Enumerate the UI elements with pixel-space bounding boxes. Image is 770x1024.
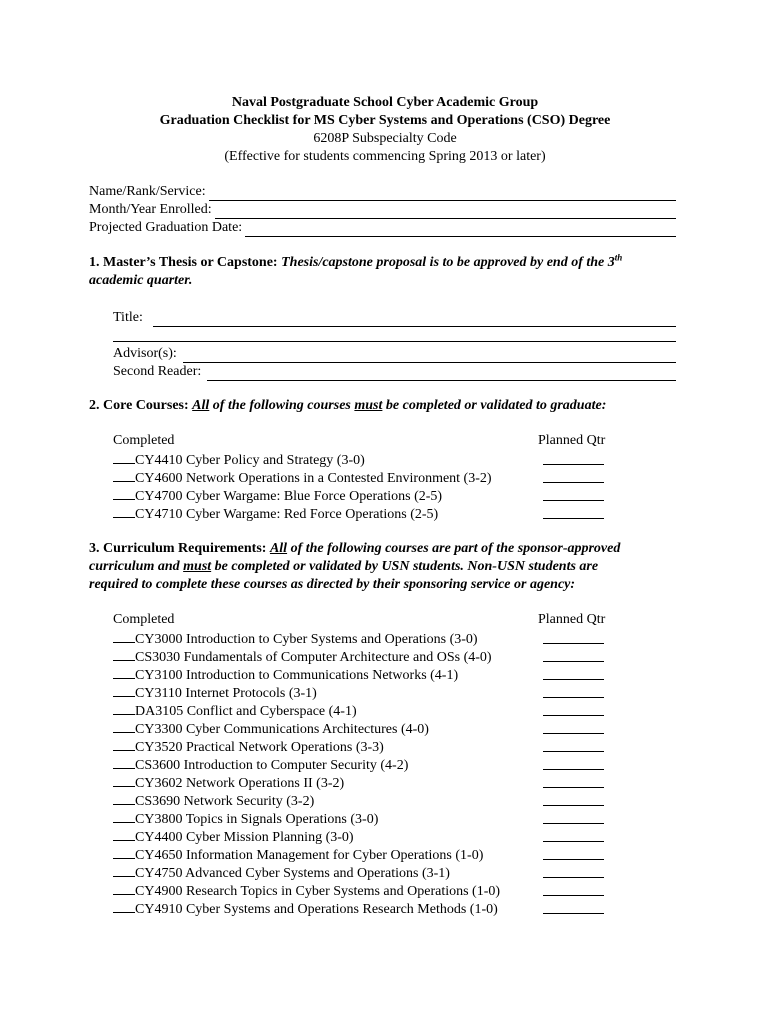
course-row: [113, 773, 613, 791]
enrolled-line[interactable]: [215, 204, 676, 219]
planned-qtr-line[interactable]: [543, 469, 604, 483]
course-row: [113, 665, 613, 683]
course-label: CY3000 Introduction to Cyber Systems and Operations (3-0): [135, 632, 478, 647]
planned-qtr-line[interactable]: [543, 505, 604, 519]
second-reader-line[interactable]: [207, 366, 676, 381]
completed-checkbox-line[interactable]: [113, 791, 135, 805]
course-label: CY3110 Internet Protocols (3-1): [135, 686, 317, 701]
course-row: [113, 827, 613, 845]
planned-qtr-line[interactable]: [543, 738, 604, 752]
course-label: CY3602 Network Operations II (3-2): [135, 776, 345, 791]
planned-qtr-line[interactable]: [543, 702, 604, 716]
completed-checkbox-line[interactable]: [113, 827, 135, 841]
completed-checkbox-line[interactable]: [113, 809, 135, 823]
planned-qtr-line[interactable]: [543, 900, 604, 914]
section1-note: Thesis/capstone proposal is to be approved by end of the 3th: [281, 252, 623, 270]
effective-note: (Effective for students commencing Spring 2013 or later): [224, 149, 546, 164]
planned-qtr-line[interactable]: [543, 882, 604, 896]
planned-qtr-line[interactable]: [543, 828, 604, 842]
course-label: CY4750 Advanced Cyber Systems and Operations (3-1): [135, 866, 450, 881]
advisor-line[interactable]: [183, 348, 676, 363]
section3-title: 3. Curriculum Requirements:: [89, 541, 267, 556]
completed-checkbox-line[interactable]: [113, 701, 135, 715]
course-row: [113, 845, 613, 863]
planned-qtr-line[interactable]: [543, 864, 604, 878]
course-label: CY3100 Introduction to Communications Networks (4-1): [135, 668, 459, 683]
planned-qtr-line[interactable]: [543, 630, 604, 644]
completed-checkbox-line[interactable]: [113, 899, 135, 913]
second-reader-field[interactable]: [113, 363, 676, 381]
planned-qtr-line[interactable]: [543, 666, 604, 680]
section2-completed-header: Completed: [113, 433, 175, 448]
completed-checkbox-line[interactable]: [113, 881, 135, 895]
course-row: [113, 486, 613, 504]
section3-planned-header: Planned Qtr: [538, 612, 606, 627]
institution-title: Naval Postgraduate School Cyber Academic Group: [231, 95, 539, 110]
planned-qtr-line[interactable]: [543, 774, 604, 788]
completed-checkbox-line[interactable]: [113, 719, 135, 733]
course-row: [113, 647, 613, 665]
completed-checkbox-line[interactable]: [113, 665, 135, 679]
advisor-field[interactable]: [113, 345, 676, 363]
planned-qtr-line[interactable]: [543, 792, 604, 806]
section3-completed-header: Completed: [113, 612, 175, 627]
second-reader-label: Second Reader:: [113, 364, 202, 379]
thesis-title-line[interactable]: [153, 312, 676, 327]
completed-checkbox-line[interactable]: [113, 629, 135, 643]
course-row: [113, 683, 613, 701]
completed-checkbox-line[interactable]: [113, 737, 135, 751]
course-label: CY4700 Cyber Wargame: Blue Force Operations (2-5): [135, 489, 443, 504]
name-rank-service-label: Name/Rank/Service:: [89, 184, 206, 199]
planned-qtr-line[interactable]: [543, 720, 604, 734]
thesis-title-field[interactable]: [113, 309, 676, 327]
course-row: [113, 737, 613, 755]
completed-checkbox-line[interactable]: [113, 683, 135, 697]
planned-qtr-line[interactable]: [543, 487, 604, 501]
planned-qtr-line[interactable]: [543, 810, 604, 824]
course-row: [113, 755, 613, 773]
completed-checkbox-line[interactable]: [113, 450, 135, 464]
course-label: CY3300 Cyber Communications Architectures (4-0): [135, 722, 429, 737]
course-label: DA3105 Conflict and Cyberspace (4-1): [135, 704, 357, 719]
planned-qtr-line[interactable]: [543, 756, 604, 770]
course-label: CS3690 Network Security (3-2): [135, 794, 315, 809]
course-row: [113, 881, 613, 899]
course-label: CY4600 Network Operations in a Contested Environment (3-2): [135, 471, 492, 486]
planned-qtr-line[interactable]: [543, 684, 604, 698]
planned-qtr-line[interactable]: [543, 846, 604, 860]
course-row: [113, 701, 613, 719]
course-label: CS3030 Fundamentals of Computer Architecture and OSs (4-0): [135, 650, 492, 665]
completed-checkbox-line[interactable]: [113, 773, 135, 787]
thesis-title-label: Title:: [113, 310, 143, 325]
course-label: CY3800 Topics in Signals Operations (3-0): [135, 812, 379, 827]
subspecialty-code: 6208P Subspecialty Code: [313, 131, 457, 146]
enrolled-label: Month/Year Enrolled:: [89, 202, 212, 217]
completed-checkbox-line[interactable]: [113, 647, 135, 661]
completed-checkbox-line[interactable]: [113, 863, 135, 877]
document-header: [0, 94, 770, 166]
course-row: [113, 719, 613, 737]
completed-checkbox-line[interactable]: [113, 504, 135, 518]
course-label: CY4400 Cyber Mission Planning (3-0): [135, 830, 354, 845]
name-rank-service-line[interactable]: [209, 186, 676, 201]
course-label: CY3520 Practical Network Operations (3-3): [135, 740, 384, 755]
course-row: [113, 863, 613, 881]
name-rank-service-field[interactable]: [89, 183, 676, 201]
thesis-title-line-2[interactable]: [113, 327, 676, 342]
course-label: CY4650 Information Management for Cyber Operations (1-0): [135, 848, 484, 863]
completed-checkbox-line[interactable]: [113, 468, 135, 482]
course-row: [113, 809, 613, 827]
section2-title: 2. Core Courses:: [89, 398, 189, 413]
course-label: CY4710 Cyber Wargame: Red Force Operations (2-5): [135, 507, 439, 522]
section1-heading: [89, 254, 679, 290]
course-row: [113, 468, 613, 486]
advisor-label: Advisor(s):: [113, 346, 177, 361]
completed-checkbox-line[interactable]: [113, 845, 135, 859]
planned-qtr-line[interactable]: [543, 648, 604, 662]
enrolled-field[interactable]: [89, 201, 676, 219]
course-label: CY4900 Research Topics in Cyber Systems and Operations (1-0): [135, 884, 501, 899]
course-label: CY4910 Cyber Systems and Operations Research Methods (1-0): [135, 902, 498, 917]
planned-qtr-line[interactable]: [543, 451, 604, 465]
course-label: CS3600 Introduction to Computer Security (4-2): [135, 758, 409, 773]
course-label: CY4410 Cyber Policy and Strategy (3-0): [135, 453, 365, 468]
completed-checkbox-line[interactable]: [113, 755, 135, 769]
graduation-date-label: Projected Graduation Date:: [89, 220, 243, 235]
completed-checkbox-line[interactable]: [113, 486, 135, 500]
checklist-title: Graduation Checklist for MS Cyber Systems and Operations (CSO) Degree: [159, 113, 611, 128]
course-row: [113, 899, 613, 917]
section1-title: 1. Master’s Thesis or Capstone:: [89, 255, 278, 270]
course-row: [113, 504, 613, 522]
section2-planned-header: Planned Qtr: [538, 433, 606, 448]
section3-heading: 3. Curriculum Requirements: All of the following courses are part of the sponsor-approved curriculum and must be completed or validated by USN students. Non-USN students are required to complete these courses as directed by their sponsoring service or agency:: [89, 541, 621, 592]
graduation-date-field[interactable]: [89, 219, 676, 237]
course-row: [113, 791, 613, 809]
course-row: [113, 629, 613, 647]
section1-note-cont: academic quarter.: [89, 273, 193, 288]
section2-heading: 2. Core Courses: All of the following courses must be completed or validated to graduate:: [89, 398, 607, 413]
course-row: [113, 450, 613, 468]
graduation-date-line[interactable]: [245, 222, 676, 237]
